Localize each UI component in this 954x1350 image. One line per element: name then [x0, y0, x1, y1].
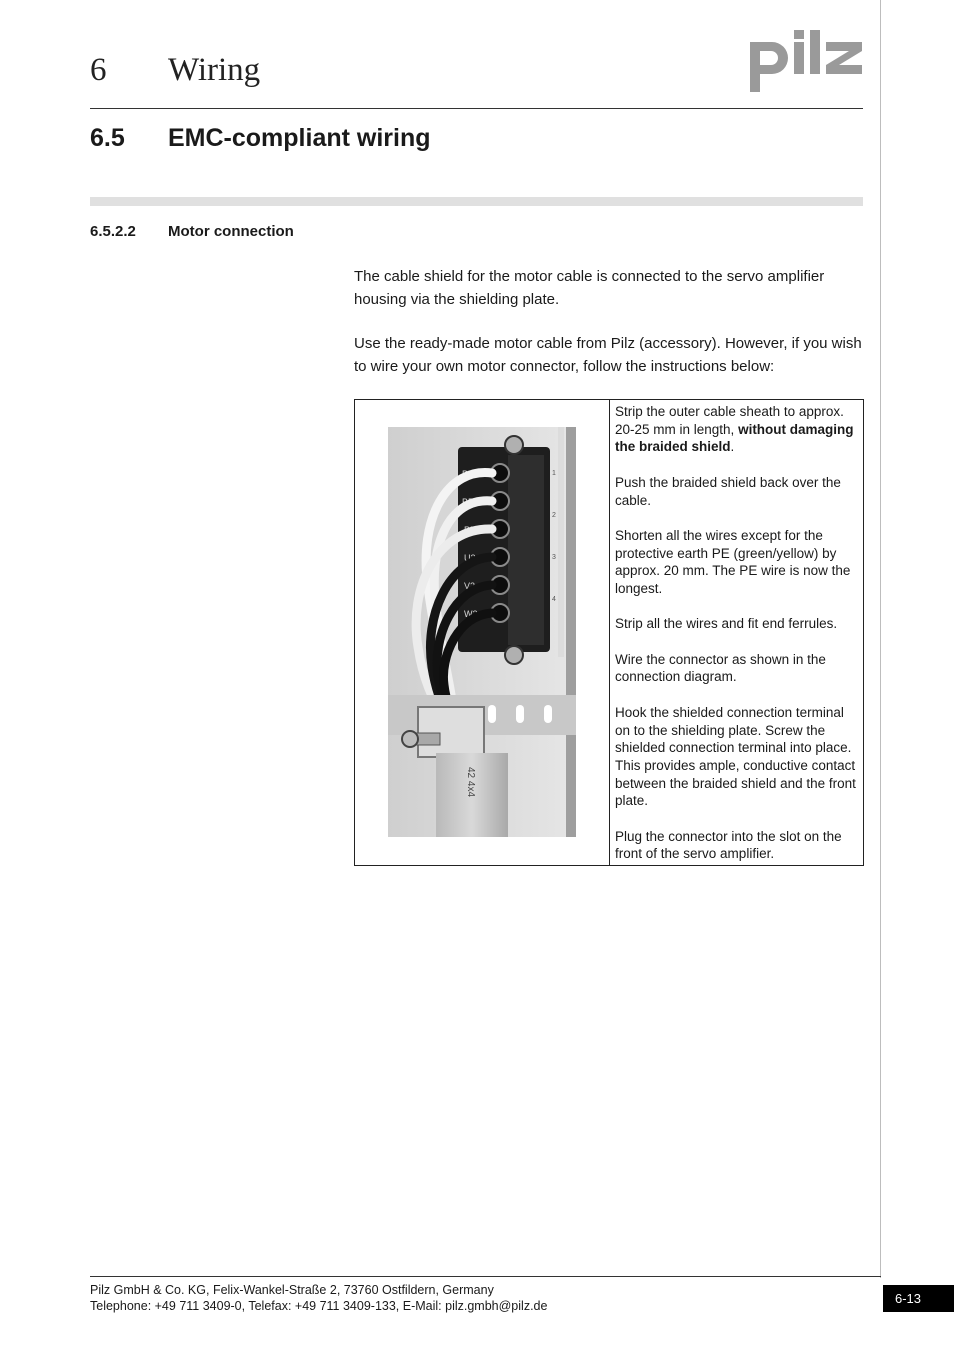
footer-rule: [90, 1276, 881, 1277]
terminal-label: V2: [464, 581, 476, 591]
photo-scale-number: 3: [552, 554, 556, 561]
chapter-number: 6: [90, 52, 107, 88]
header-rule: [90, 108, 863, 109]
footer-address: Pilz GmbH & Co. KG, Felix-Wankel-Straße 2, 73760 Ostfildern, Germany: [90, 1283, 494, 1297]
section-title: EMC-compliant wiring: [168, 124, 431, 152]
instruction-step: Hook the shielded connection terminal on to the shielding plate. Screw the shielded connection terminal into place. This provides ample, conductive contact between the braided shield and the front plate.: [615, 704, 856, 809]
chapter-title: Wiring: [168, 52, 261, 88]
subsection-title: Motor connection: [168, 223, 294, 240]
pilz-logo: [748, 28, 866, 94]
instruction-table: [354, 399, 864, 866]
motor-connector-photo: [388, 427, 576, 837]
intro-paragraph: The cable shield for the motor cable is connected to the servo amplifier housing via the shielding plate.: [354, 268, 825, 308]
photo-scale-number: 2: [552, 512, 556, 519]
instruction-paragraph: Use the ready-made motor cable from Pilz (accessory). However, if you wish to wire your own motor connector, follow the instructions below:: [354, 335, 862, 375]
photo-scale-number: 4: [552, 596, 556, 603]
table-column-divider: [609, 400, 610, 865]
terminal-label: PE: [464, 525, 477, 535]
section-number: 6.5: [90, 124, 125, 152]
instruction-step: Strip the outer cable sheath to approx. 20-25 mm in length, without damaging the braided shield.: [615, 404, 854, 455]
instruction-step: Strip all the wires and fit end ferrules.: [615, 616, 838, 632]
terminal-label: U2: [464, 553, 476, 563]
instruction-step: Shorten all the wires except for the protective earth PE (green/yellow) by approx. 20 mm. The PE wire is now the longest.: [615, 527, 851, 596]
instruction-step: Wire the connector as shown in the connection diagram.: [615, 651, 826, 685]
page-number: 6-13: [883, 1285, 954, 1312]
instruction-step: Plug the connector into the slot on the front of the servo amplifier.: [615, 828, 842, 862]
terminal-label: BR+: [462, 497, 480, 507]
instruction-step: Push the braided shield back over the cable.: [615, 474, 841, 508]
cable-print: 42 4x4: [465, 767, 476, 798]
photo-scale-number: 1: [552, 470, 556, 477]
instruction-steps: [615, 403, 859, 863]
section-divider-bar: [90, 197, 863, 206]
terminal-label: BR-: [462, 469, 478, 479]
terminal-label: W2: [464, 609, 478, 619]
page-margin-line: [880, 0, 881, 1278]
subsection-number: 6.5.2.2: [90, 223, 136, 240]
footer-contact: Telephone: +49 711 3409-0, Telefax: +49 711 3409-133, E-Mail: pilz.gmbh@pilz.de: [90, 1299, 548, 1313]
